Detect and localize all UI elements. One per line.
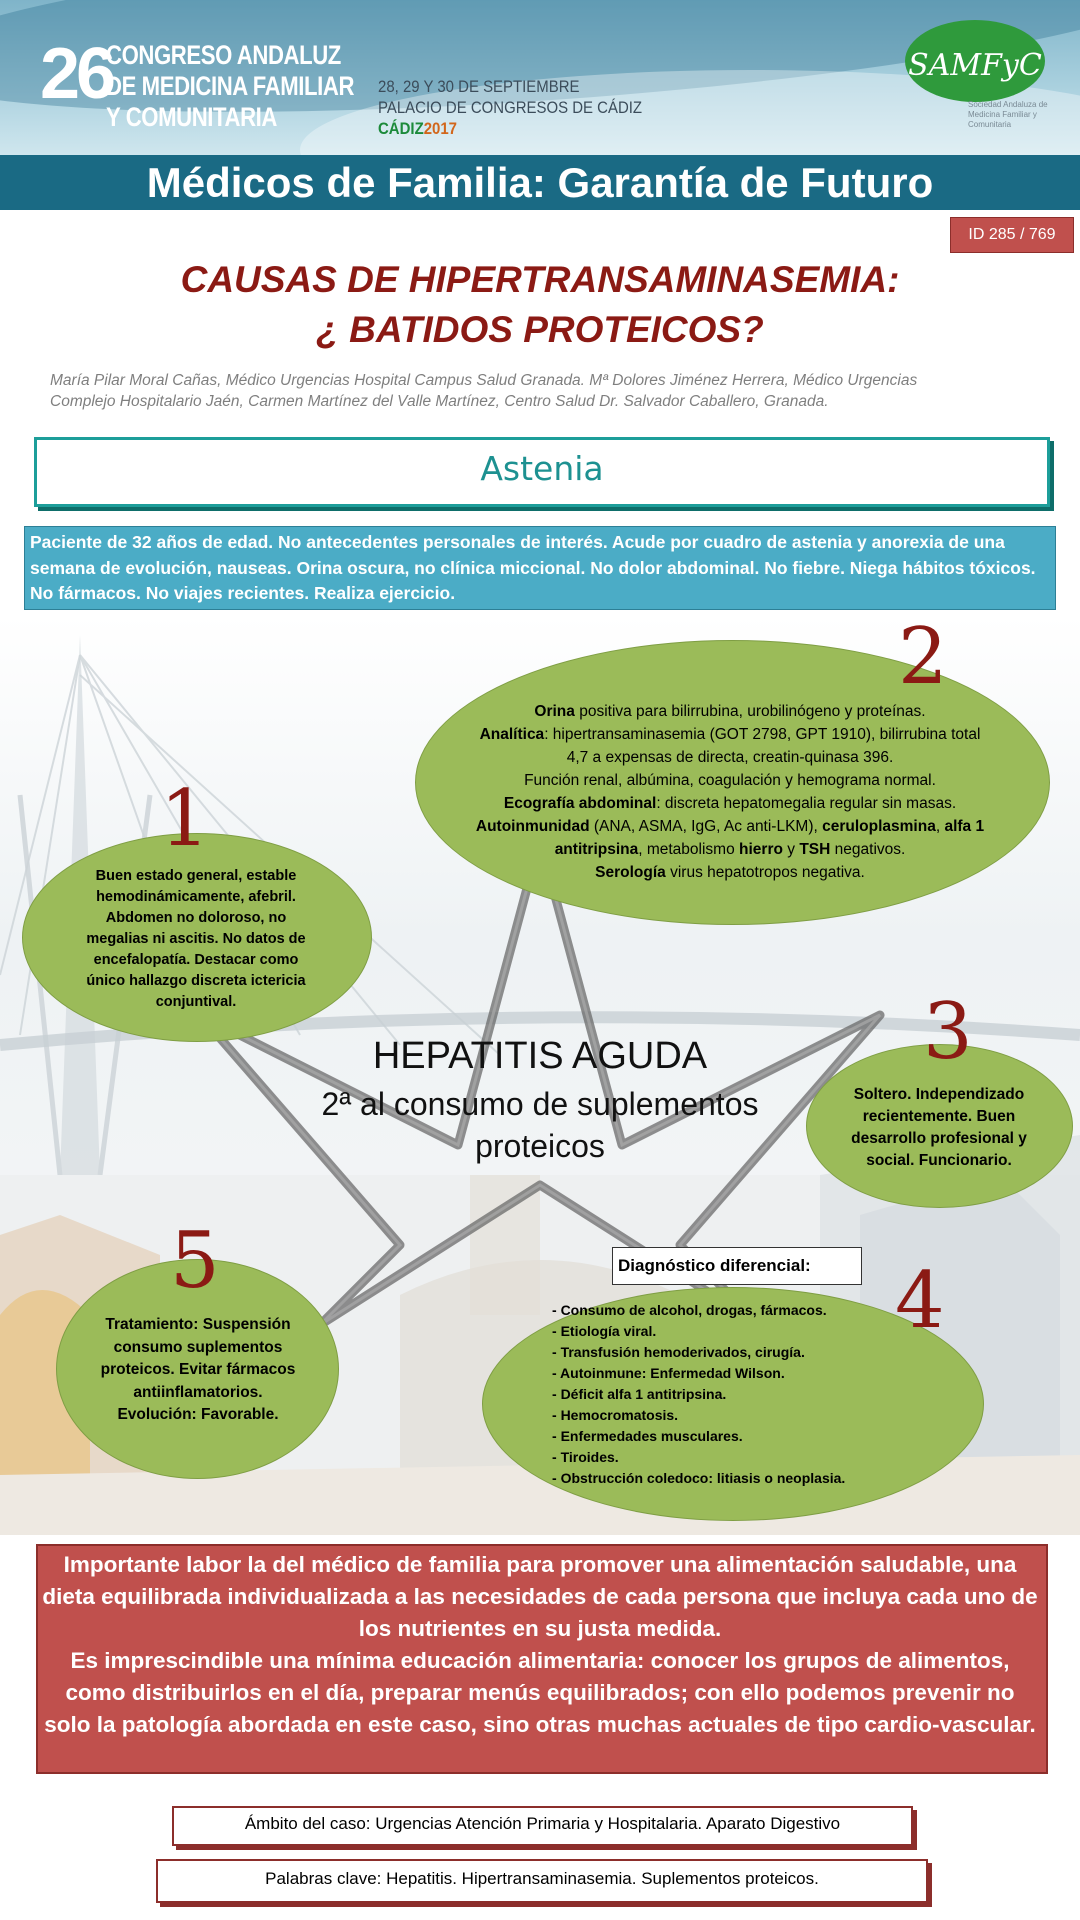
exam-line: único hallazgo discreta ictericia <box>86 973 306 989</box>
congress-city <box>378 118 642 139</box>
social-line: desarrollo profesional y <box>851 1130 1027 1147</box>
keywords-text: Palabras clave: Hepatitis. Hipertransaminasemia. Suplementos proteicos. <box>265 1869 819 1888</box>
conclusion-paragraph: Importante labor la del médico de familia para promover una alimentación saludable, una dieta equilibrada individualizada a las necesidades de cada persona que incluya cada uno de los nutrientes en su justa medida. <box>42 1552 1038 1641</box>
congress-number: 26 <box>40 34 113 114</box>
diagnosis-cause-line: proteicos <box>475 1128 605 1164</box>
scope-text: Ámbito del caso: Urgencias Atención Primaria y Hospitalaria. Aparato Digestivo <box>244 1814 841 1833</box>
findings-value: 4,7 a expensas de directa, creatin-quinasa 396. <box>566 749 894 766</box>
differential-label: Diagnóstico diferencial: <box>612 1247 862 1285</box>
exam-line: conjuntival. <box>155 994 237 1010</box>
findings-value: negativos. <box>830 841 906 858</box>
differential-list <box>552 1300 972 1489</box>
findings-value: , <box>935 818 945 835</box>
exam-line: hemodinámicamente, afebril. <box>96 889 296 905</box>
findings-value: (ANA, ASMA, IgG, Ac anti-LKM), <box>589 818 823 835</box>
findings-value: y <box>782 841 800 858</box>
findings-label: TSH <box>799 841 831 858</box>
point-number-2: 2 <box>898 612 948 702</box>
findings-label: Ecografía abdominal <box>503 795 657 812</box>
exam-line: megalias ni ascitis. No datos de <box>86 931 306 947</box>
findings-value: positiva para bilirrubina, urobilinógeno y proteínas. <box>574 703 926 720</box>
congress-info <box>378 76 642 139</box>
list-item: - Obstrucción coledoco: litiasis o neoplasia. <box>552 1468 972 1489</box>
social-line: recientemente. Buen <box>862 1108 1016 1125</box>
point-number-3: 3 <box>923 987 973 1077</box>
exam-line: Buen estado general, estable <box>95 868 297 884</box>
exam-line: Abdomen no doloroso, no <box>105 910 287 926</box>
congress-city-name: CÁDIZ <box>378 119 424 138</box>
findings-label: Serología <box>595 864 666 881</box>
treatment-line: proteicos. Evitar fármacos <box>100 1361 296 1378</box>
list-item: - Hemocromatosis. <box>552 1405 972 1426</box>
findings-value: , metabolismo <box>638 841 740 858</box>
social-line: social. Funcionario. <box>866 1152 1012 1169</box>
treatment-line: Evolución: Favorable. <box>117 1406 279 1423</box>
point-number-1: 1 <box>160 774 210 864</box>
samfyc-logo-text: SAMFyC <box>908 48 1042 83</box>
list-item: - Etiología viral. <box>552 1321 972 1342</box>
congress-title-line: DE MEDICINA FAMILIAR <box>106 71 355 101</box>
list-item: - Déficit alfa 1 antitripsina. <box>552 1384 972 1405</box>
poster-title-line: ¿ BATIDOS PROTEICOS? <box>316 309 764 350</box>
symptom-heading: Astenia <box>480 449 604 488</box>
diagnosis-cause-line: 2ª al consumo de suplementos <box>321 1086 759 1122</box>
findings-label: Autoinmunidad <box>475 818 590 835</box>
findings-label: Analítica <box>479 726 545 743</box>
treatment-line: consumo suplementos <box>113 1338 283 1356</box>
findings-label: Orina <box>534 703 575 720</box>
point-number-4: 4 <box>895 1256 945 1346</box>
conclusion-text <box>40 1549 1040 1741</box>
poster-title-line: CAUSAS DE HIPERTRANSAMINASEMIA: <box>180 259 900 300</box>
conclusion-paragraph: Es imprescindible una mínima educación alimentaria: conocer los grupos de alimentos, como distribuirlos en el día, preparar menús equilibrados; con ello podemos prevenir no solo la patología abordada en este caso, sino otras muchas actuales de tipo cardio-vascular. <box>44 1648 1036 1737</box>
findings-label: ceruloplasmina <box>822 818 936 835</box>
point-number-5: 5 <box>170 1216 220 1306</box>
samfyc-logo-subtext: Sociedad Andaluza de Medicina Familiar y Comunitaria <box>968 100 1048 129</box>
list-item: - Tiroides. <box>552 1447 972 1468</box>
exam-text <box>40 866 352 1013</box>
list-item: - Consumo de alcohol, drogas, fármacos. <box>552 1300 972 1321</box>
authors-line: María Pilar Moral Cañas, Médico Urgencias Hospital Campus Salud Granada. Mª Dolores Jiménez Herrera, Médico Urgencias <box>50 372 918 389</box>
banner-title: Médicos de Familia: Garantía de Futuro <box>146 159 934 206</box>
findings-value: virus hepatotropos negativa. <box>665 864 865 881</box>
congress-venue: PALACIO DE CONGRESOS DE CÁDIZ <box>378 98 643 117</box>
findings-label: hierro <box>739 841 783 858</box>
findings-text <box>440 700 1020 884</box>
congress-title <box>106 40 354 133</box>
findings-value: : discreta hepatomegalia regular sin masas. <box>656 795 957 812</box>
treatment-text <box>70 1314 326 1427</box>
findings-label: antitripsina <box>554 841 639 858</box>
social-text <box>818 1084 1060 1172</box>
treatment-line: Tratamiento: Suspensión <box>105 1316 291 1333</box>
social-line: Soltero. Independizado <box>853 1086 1025 1103</box>
congress-title-line: CONGRESO ANDALUZ <box>106 40 341 70</box>
exam-line: encefalopatía. Destacar como <box>93 952 299 968</box>
congress-year: 2017 <box>423 119 458 138</box>
findings-value: Función renal, albúmina, coagulación y hemograma normal. <box>524 772 936 789</box>
list-item: - Transfusión hemoderivados, cirugía. <box>552 1342 972 1363</box>
id-badge: ID 285 / 769 <box>950 217 1074 253</box>
diagnosis-title: HEPATITIS AGUDA <box>372 1035 708 1077</box>
case-intro-text: Paciente de 32 años de edad. No antecedentes personales de interés. Acude por cuadro de astenia y anorexia de una semana de evolución, nauseas. Orina oscura, no clínica miccional. No dolor abdominal. No fiebre. Niega hábitos tóxicos. No fármacos. No viajes recientes. Realiza ejercicio. <box>30 532 1036 603</box>
treatment-line: antiinflamatorios. <box>133 1383 263 1401</box>
authors <box>50 370 1040 412</box>
diagnosis-cause <box>260 1083 820 1167</box>
congress-title-line: Y COMUNITARIA <box>106 102 277 132</box>
findings-label: alfa 1 <box>944 818 985 835</box>
congress-dates: 28, 29 Y 30 DE SEPTIEMBRE <box>378 77 580 96</box>
list-item: - Autoinmune: Enfermedad Wilson. <box>552 1363 972 1384</box>
list-item: - Enfermedades musculares. <box>552 1426 972 1447</box>
poster-title <box>60 255 1020 355</box>
findings-value: : hipertransaminasemia (GOT 2798, GPT 1910), bilirrubina total <box>544 726 981 743</box>
authors-line: Complejo Hospitalario Jaén, Carmen Martínez del Valle Martínez, Centro Salud Dr. Salvador Caballero, Granada. <box>50 393 829 410</box>
